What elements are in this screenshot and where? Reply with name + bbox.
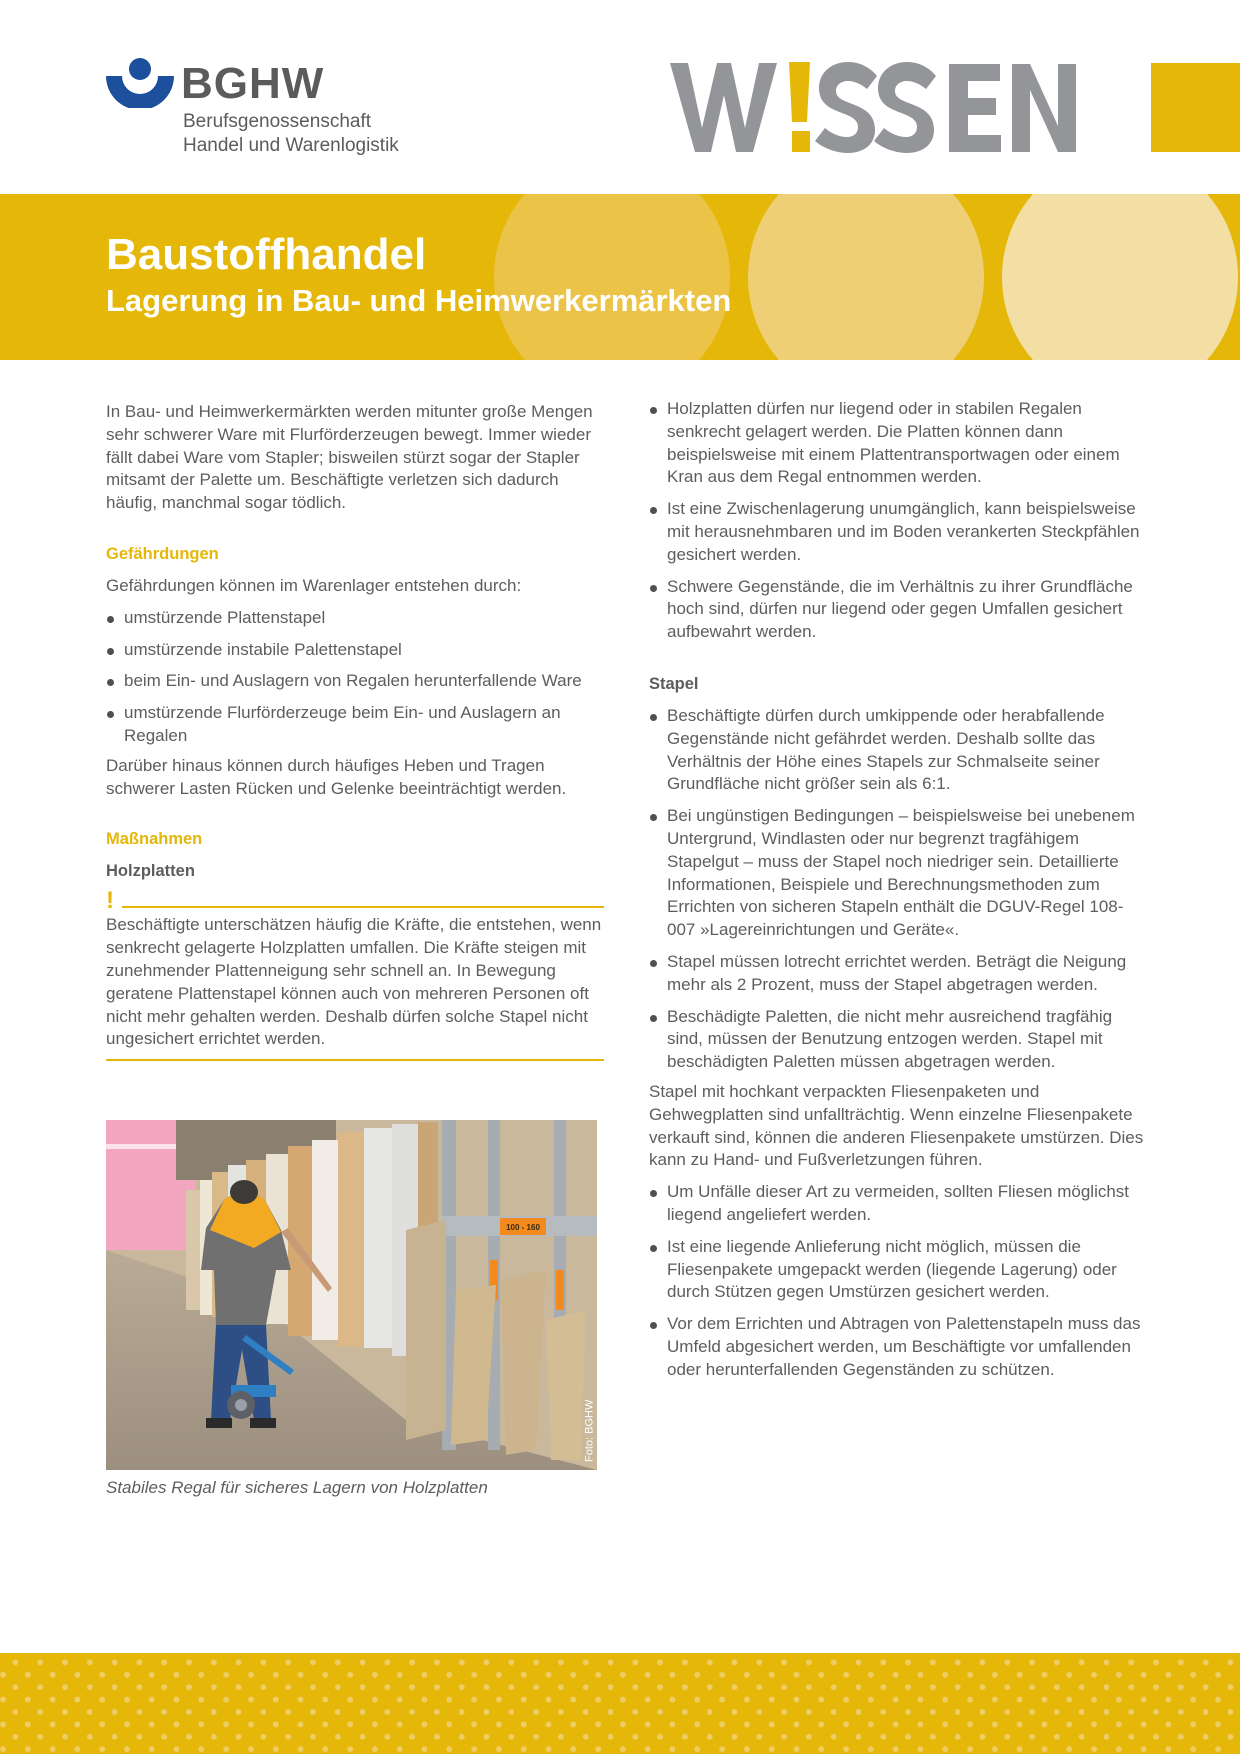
list-item (649, 576, 1144, 644)
list-item (649, 1006, 1144, 1074)
list-item-text: Ist eine Zwischenlagerung unumgänglich, kann beispielsweise mit herausnehmbaren und im Boden verankerten Steckpfählen gesichert werden. (667, 499, 1140, 564)
list-item (649, 705, 1144, 796)
list-item (106, 702, 604, 748)
list-item-text: Um Unfälle dieser Art zu vermeiden, sollten Fliesen möglichst liegend angeliefert werden. (667, 1182, 1130, 1224)
bullet-icon (107, 679, 114, 686)
bullet-icon (650, 1322, 657, 1329)
list-item-text: umstürzende Flurförderzeuge beim Ein- und Auslagern an Regalen (124, 703, 561, 745)
bghw-emblem-icon (106, 58, 174, 108)
list-item (649, 951, 1144, 997)
rack-label-text: 100 - 160 (506, 1223, 540, 1232)
title-banner (0, 194, 1240, 360)
hazards-lead: Gefährdungen können im Warenlager entstehen durch: (106, 575, 522, 595)
spacer (649, 653, 1144, 673)
banner-circle-decoration (748, 194, 984, 360)
hazards-list (106, 607, 604, 748)
exclamation-icon: ! (106, 887, 114, 915)
warning-header (106, 887, 604, 915)
wissen-accent-block (1151, 63, 1240, 152)
tiles-paragraph: Stapel mit hochkant verpackten Fliesenpaketen und Gehwegplatten sind unfallträchtig. Wenn einzelne Fliesenpakete verkauft sind, können die anderen Fliesenpakete umstürzen. Dies kann zu Hand- und Fußverletzungen führen. (649, 1081, 1144, 1170)
subheading-wood-panels: Holzplatten (106, 862, 195, 881)
list-item (649, 398, 1144, 489)
list-item-text: Vor dem Errichten und Abtragen von Palettenstapeln muss das Umfeld abgesichert werden, um Beschäftigte vor umfallenden oder herunterfallenden Gegenständen zu schützen. (667, 1314, 1141, 1379)
bghw-full-name-line1: Berufsgenossenschaft (183, 111, 372, 132)
bullet-icon (650, 507, 657, 514)
hazards-closing: Darüber hinaus können durch häufiges Heben und Tragen schwerer Lasten Rücken und Gelenke beeinträchtigt werden. (106, 755, 567, 798)
bghw-full-name-line2: Handel und Warenlogistik (183, 135, 399, 156)
list-item-text: Stapel müssen lotrecht errichtet werden. Beträgt die Neigung mehr als 2 Prozent, muss der Stapel abgetragen werden. (667, 951, 1127, 994)
right-column (649, 398, 1144, 1390)
bullet-icon (107, 711, 114, 718)
bullet-icon (650, 814, 657, 821)
list-item (649, 1313, 1144, 1381)
bghw-full-name (183, 110, 399, 158)
page-subtitle: Lagerung in Bau- und Heimwerkermärkten (106, 283, 732, 318)
page-title: Baustoffhandel (106, 230, 427, 279)
list-item (649, 805, 1144, 942)
photo-caption: Stabiles Regal für sicheres Lagern von Holzplatten (106, 1478, 488, 1497)
list-item-text: Ist eine liegende Anlieferung nicht möglich, müssen die Fliesenpakete umgepackt werden (liegende Lagerung) oder durch Stützen gegen Umstürzen gesichert werden. (667, 1236, 1117, 1302)
list-item-text: umstürzende Plattenstapel (124, 607, 326, 627)
banner-circle-decoration (494, 194, 730, 360)
warning-rule-bottom (106, 1059, 604, 1061)
bullet-icon (650, 1245, 657, 1252)
warehouse-photo (106, 1120, 597, 1470)
tiles-list (649, 1181, 1144, 1381)
bullet-icon (107, 648, 114, 655)
list-item (106, 607, 604, 630)
warning-text: Beschäftigte unterschätzen häufig die Kräfte, die entstehen, wenn senkrecht gelagerte Holzplatten umfallen. Die Kräfte steigen mit zunehmender Plattenneigung sehr schnell an. In Bewegung geratene Plattenstapel können auch von mehreren Personen oft nicht mehr gehalten werden. Deshalb dürfen solche Stapel nicht ungesichert errichtet werden. (106, 915, 602, 1049)
footer-dot-pattern (0, 1653, 1240, 1754)
list-item-text: Bei ungünstigen Bedingungen – beispielsweise bei unebenem Untergrund, Windlasten oder nur begrenzt tragfähigem Stapelgut – muss der Stapel noch niedriger sein. Detaillierte Informationen, Beispiele und Berechnungsmethoden zum Errichten von sicheren Stapeln enthält die DGUV-Regel 108-007 »Lagereinrichtungen und Geräte«. (667, 806, 1135, 940)
bullet-icon (650, 714, 657, 721)
photo-illustration (106, 1120, 597, 1470)
wood-panels-list (649, 398, 1144, 644)
bullet-icon (650, 960, 657, 967)
bullet-icon (650, 1190, 657, 1197)
warning-box (106, 887, 604, 1060)
subheading-stacks: Stapel (649, 674, 699, 693)
warning-rule-top (122, 906, 604, 908)
bullet-icon (650, 407, 657, 414)
left-column (106, 401, 604, 1061)
photo-credit: Foto: BGHW (583, 1399, 595, 1462)
list-item-text: Beschäftigte dürfen durch umkippende oder herabfallende Gegenstände nicht gefährdet werden. Deshalb sollte das Verhältnis der Höhe eines Stapels zur Schmalseite seiner Grundfläche nicht größer sein als 6:1. (667, 705, 1105, 794)
list-item-text: Beschädigte Paletten, die nicht mehr ausreichend tragfähig sind, müssen der Benutzung entzogen werden. Stapel mit beschädigten Paletten müssen abgetragen werden. (667, 1006, 1113, 1072)
section-heading-hazards: Gefährdungen (106, 544, 219, 563)
list-item (649, 1236, 1144, 1304)
list-item (106, 670, 604, 693)
banner-circle-decoration (1002, 194, 1238, 360)
list-item-text: beim Ein- und Auslagern von Regalen herunterfallende Ware (124, 671, 582, 691)
bghw-logo (106, 58, 426, 163)
list-item-text: Holzplatten dürfen nur liegend oder in stabilen Regalen senkrecht gelagert werden. Die Platten können dann beispielsweise mit einem Plattentransportwagen oder einem Kran aus dem Regal entnommen werden. (667, 399, 1120, 487)
stacks-list (649, 705, 1144, 1074)
list-item-text: umstürzende instabile Palettenstapel (124, 639, 402, 659)
bullet-icon (650, 1015, 657, 1022)
intro-paragraph: In Bau- und Heimwerkermärkten werden mitunter große Mengen sehr schwerer Ware mit Flurförderzeugen bewegt. Immer wieder fällt dabei Ware vom Stapler; bisweilen stürzt sogar der Stapler mitsamt der Palette um. Beschäftigte verletzen sich dadurch häufig, manchmal sogar tödlich. (106, 402, 593, 513)
wissen-wordmark (670, 62, 1140, 154)
bghw-wordmark: BGHW (181, 59, 325, 108)
list-item (649, 1181, 1144, 1227)
list-item-text: Schwere Gegenstände, die im Verhältnis zu ihrer Grundfläche hoch sind, dürfen nur liegend oder gegen Umfallen gesichert aufbewahrt werden. (667, 576, 1133, 642)
bullet-icon (650, 585, 657, 592)
list-item (106, 639, 604, 662)
list-item (649, 498, 1144, 566)
bullet-icon (107, 616, 114, 623)
section-heading-measures: Maßnahmen (106, 830, 203, 849)
